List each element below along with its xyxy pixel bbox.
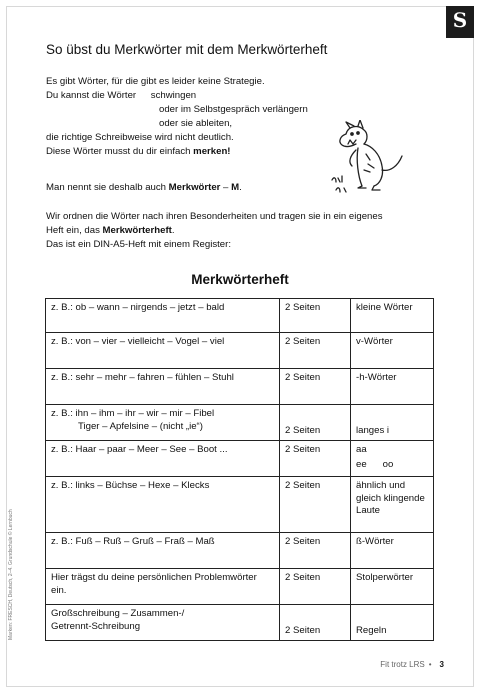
pages-cell: 2 Seiten	[280, 477, 351, 533]
category-cell: ähnlich und gleich klingende Laute	[351, 477, 434, 533]
category-cell: Stolperwörter	[351, 569, 434, 605]
logo-bar	[446, 34, 474, 38]
category-cell: aa ee oo	[351, 441, 434, 477]
intro-line: Du kannst die Wörter schwingen	[46, 90, 197, 101]
pages-cell: 2 Seiten	[280, 369, 351, 405]
category-cell: langes i	[351, 405, 434, 441]
category-cell: v-Wörter	[351, 333, 434, 369]
table-row	[46, 477, 434, 533]
words-cell: z. B.: ob – wann – nirgends – jetzt – bald	[46, 299, 280, 333]
intro-line: Diese Wörter musst du dir einfach merken!	[46, 146, 231, 157]
pages-cell: 2 Seiten	[280, 533, 351, 569]
page-footer: Fit trotz LRS • 3	[380, 660, 444, 669]
table-row	[46, 405, 434, 441]
intro-line: die richtige Schreibweise wird nicht deutlich.	[46, 132, 234, 143]
words-cell: z. B.: Haar – paar – Meer – See – Boot ...	[46, 441, 280, 477]
table-row	[46, 369, 434, 405]
page-title: So übst du Merkwörter mit dem Merkwörterheft	[46, 42, 328, 57]
page-number: 3	[439, 660, 444, 669]
table-row	[46, 333, 434, 369]
words-cell: Großschreibung – Zusammen-/ Getrennt-Schreibung	[46, 605, 280, 641]
pages-cell: 2 Seiten	[280, 569, 351, 605]
table-row	[46, 605, 434, 641]
pages-cell: 2 Seiten	[280, 299, 351, 333]
words-cell: z. B.: von – vier – vielleicht – Vogel – viel	[46, 333, 280, 369]
pages-cell: 2 Seiten	[280, 333, 351, 369]
table-row	[46, 441, 434, 477]
words-cell: Hier trägst du deine persönlichen Problemwörter ein.	[46, 569, 280, 605]
table-row	[46, 299, 434, 333]
heft-description: Wir ordnen die Wörter nach ihren Besonderheiten und tragen sie in ein eigenes Heft ein, das Merkwörterheft. Das ist ein DIN-A5-Heft mit einem Register:	[46, 211, 383, 250]
intro-line: oder im Selbstgespräch verlängern	[159, 104, 308, 115]
words-cell: z. B.: ihn – ihm – ihr – wir – mir – Fibel Tiger – Apfelsine – (nicht „ie“)	[46, 405, 280, 441]
copyright-sidenote: Marken: FRESCH, Deutsch, 2–4. Grundschule © Lernbuch	[8, 509, 14, 640]
category-cell: kleine Wörter	[351, 299, 434, 333]
category-cell: Regeln	[351, 605, 434, 641]
pages-cell: 2 Seiten	[280, 441, 351, 477]
table-row	[46, 533, 434, 569]
category-cell: ß-Wörter	[351, 533, 434, 569]
category-cell: -h-Wörter	[351, 369, 434, 405]
words-cell: z. B.: sehr – mehr – fahren – fühlen – Stuhl	[46, 369, 280, 405]
publisher-logo: S	[446, 6, 474, 34]
words-cell: z. B.: Fuß – Ruß – Gruß – Fraß – Maß	[46, 533, 280, 569]
register-table	[45, 298, 434, 641]
merkwoerter-definition: Man nennt sie deshalb auch Merkwörter – M.	[46, 182, 242, 193]
dog-illustration	[328, 120, 408, 200]
pages-cell: 2 Seiten	[280, 405, 351, 441]
intro-line: oder sie ableiten,	[159, 118, 233, 129]
heft-title: Merkwörterheft	[191, 272, 289, 287]
table-row	[46, 569, 434, 605]
intro-line: Es gibt Wörter, für die gibt es leider keine Strategie.	[46, 76, 265, 87]
pages-cell: 2 Seiten	[280, 605, 351, 641]
words-cell: z. B.: links – Büchse – Hexe – Klecks	[46, 477, 280, 533]
